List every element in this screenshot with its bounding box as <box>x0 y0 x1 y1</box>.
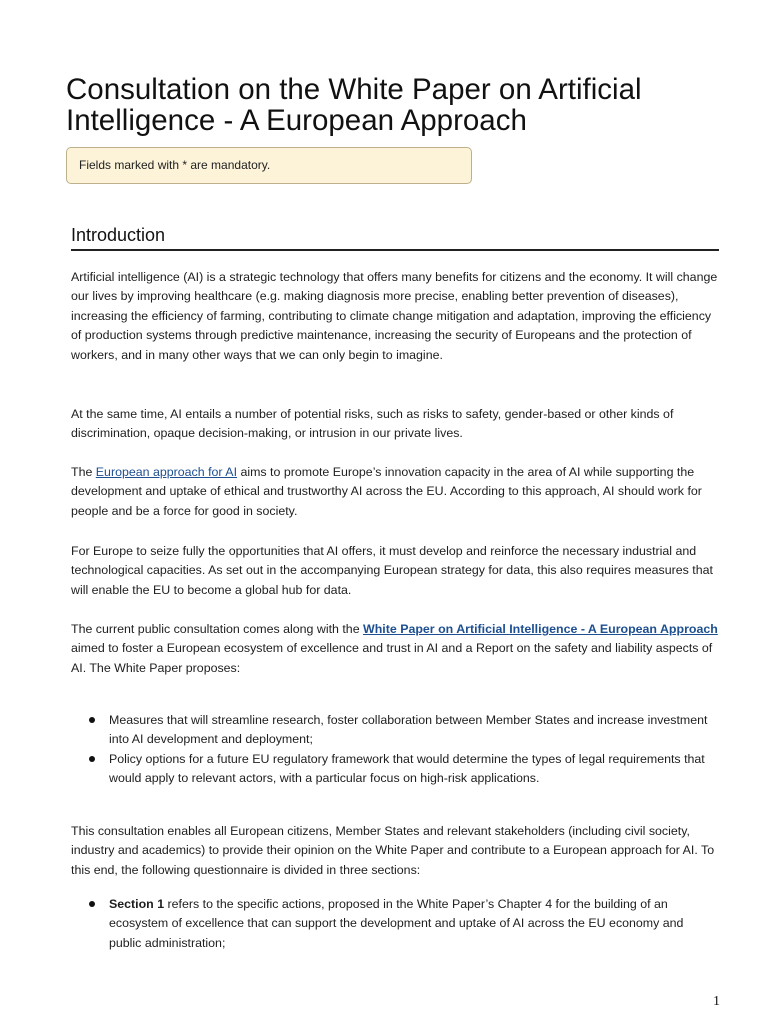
white-paper-link[interactable]: White Paper on Artificial Intelligence - A European Approach <box>363 622 718 636</box>
european-approach-link[interactable]: European approach for AI <box>95 465 238 479</box>
paragraph-text: The <box>71 465 96 479</box>
bullet-icon <box>89 717 95 723</box>
list-item-text: refers to the specific actions, proposed in the White Paper’s Chapter 4 for the building of an ecosystem of excellence that can support the development and uptake of AI across the EU economy and public administration; <box>109 897 684 950</box>
list-item <box>71 711 719 750</box>
list-item-text: Policy options for a future EU regulatory framework that would determine the types of legal requirements that would apply to relevant actors, with a particular focus on high-risk applications. <box>109 751 705 786</box>
document-title-line-2: Intelligence - A European Approach <box>66 104 527 137</box>
introduction-heading: Introduction <box>71 225 719 251</box>
list-item-text: Measures that will streamline research, foster collaboration between Member States and increase investment into AI development and deployment; <box>109 713 708 747</box>
document-title <box>66 74 726 136</box>
page-number: 1 <box>713 994 720 1009</box>
list-item <box>71 750 719 789</box>
intro-paragraph-european-approach <box>71 463 719 521</box>
intro-paragraph-capacities: For Europe to seize fully the opportunities that AI offers, it must develop and reinforce the necessary industrial and technological capacities. As set out in the accompanying European strategy for data, this also requires measures that will enable the EU to become a global hub for data. <box>71 544 713 597</box>
bullet-icon <box>89 756 95 762</box>
sections-list <box>71 895 719 953</box>
paragraph-text: aims to promote Europe’s innovation capacity in the area of AI while supporting the development and uptake of ethical and trustworthy AI across the EU. According to this approach, AI should work for people and be a force for good in society. <box>71 465 702 518</box>
mandatory-fields-notice: Fields marked with * are mandatory. <box>66 147 472 184</box>
bullet-icon <box>89 901 95 907</box>
document-title-line-1: Consultation on the White Paper on Artificial <box>66 73 642 106</box>
section-label: Section 1 <box>109 897 165 911</box>
paragraph-text: aimed to foster a European ecosystem of excellence and trust in AI and a Report on the safety and liability aspects of AI. The White Paper proposes: <box>71 641 713 675</box>
intro-paragraph-risks: At the same time, AI entails a number of potential risks, such as risks to safety, gender-based or other kinds of discrimination, opaque decision-making, or intrusion in our private lives. <box>71 407 674 441</box>
list-item <box>71 895 719 953</box>
paragraph-text: The current public consultation comes along with the <box>71 622 364 636</box>
intro-paragraph-benefits: Artificial intelligence (AI) is a strategic technology that offers many benefits for citizens and the economy. It will change our lives by improving healthcare (e.g. making diagnosis more precise, enabling better prevention of diseases), increasing the efficiency of farming, contributing to climate change mitigation and adaptation, improving the efficiency of production systems through predictive maintenance, increasing the security of Europeans and the protection of workers, and in many other ways that we can only begin to imagine. <box>71 270 718 362</box>
proposals-list <box>71 711 719 789</box>
intro-paragraph-sections: This consultation enables all European citizens, Member States and relevant stakeholders (including civil society, industry and academics) to provide their opinion on the White Paper and contribute to a European approach for AI. To this end, the following questionnaire is divided in three sections: <box>71 824 715 877</box>
intro-paragraph-consultation <box>71 620 719 678</box>
